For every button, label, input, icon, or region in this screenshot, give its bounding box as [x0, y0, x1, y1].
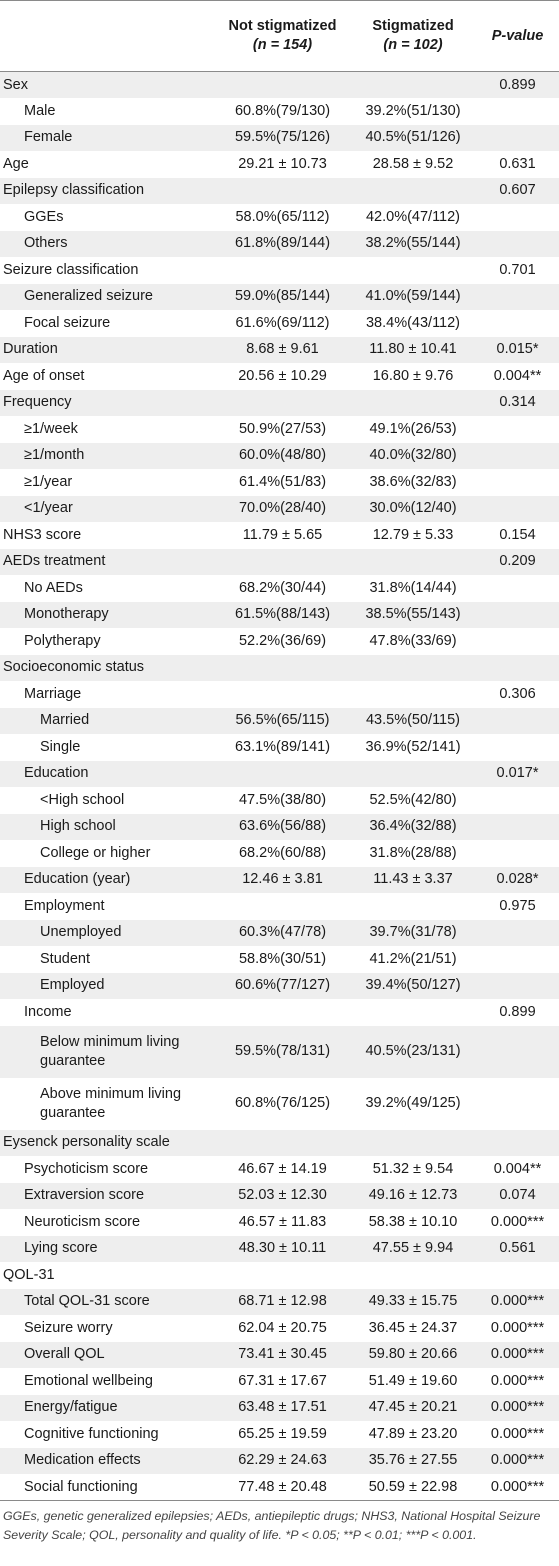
table-row [0, 602, 559, 629]
stigmatized-cell: 43.5%(50/115) [350, 708, 476, 735]
not-stigmatized-cell [215, 761, 350, 788]
row-label: Generalized seizure [0, 284, 215, 311]
table-row [0, 310, 559, 337]
stigmatized-cell: 42.0%(47/112) [365, 208, 461, 225]
not-stigmatized-cell: 65.25 ± 19.59 [238, 1425, 327, 1442]
p-value-cell [476, 496, 559, 523]
not-stigmatized-cell: 29.21 ± 10.73 [238, 155, 327, 172]
p-value-cell: 0.028* [476, 867, 559, 894]
stigmatized-cell: 16.80 ± 9.76 [372, 367, 454, 384]
table-row [0, 814, 559, 841]
row-label: Polytherapy [24, 632, 101, 649]
stigmatized-cell: 39.2%(49/125) [365, 1095, 461, 1111]
row-label: Income [24, 1003, 72, 1020]
table-row [0, 337, 559, 364]
row-label: <High school [40, 791, 125, 808]
p-value-cell [476, 284, 559, 311]
table-row [0, 946, 559, 973]
not-stigmatized-cell: 63.6%(56/88) [215, 814, 350, 841]
table-row [0, 1262, 559, 1289]
table-row [0, 1421, 559, 1448]
table-row [0, 1236, 559, 1263]
stigmatized-cell: 35.76 ± 27.55 [350, 1448, 476, 1475]
stigmatized-cell: 47.55 ± 9.94 [350, 1236, 476, 1263]
table-row [0, 496, 559, 523]
table-row [0, 893, 559, 920]
row-label: Seizure worry [24, 1319, 113, 1336]
table-row [0, 1026, 559, 1078]
not-stigmatized-cell: 62.29 ± 24.63 [215, 1448, 350, 1475]
not-stigmatized-cell: 63.1%(89/141) [234, 738, 331, 755]
p-value-cell: 0.017* [476, 761, 559, 788]
stigmatized-cell: 36.4%(32/88) [350, 814, 476, 841]
row-label: Single [40, 738, 81, 755]
p-value-cell: 0.074 [476, 1183, 559, 1210]
table-row [0, 1395, 559, 1422]
table-row [0, 1368, 559, 1395]
row-label: Cognitive functioning [24, 1425, 159, 1442]
p-value-cell [476, 1262, 559, 1289]
stigmatized-cell: 41.2%(21/51) [369, 950, 457, 967]
stigmatized-cell: 38.2%(55/144) [350, 231, 476, 258]
p-value-cell: 0.000*** [490, 1319, 545, 1336]
not-stigmatized-cell [215, 681, 350, 708]
row-label: Employed [0, 973, 215, 1000]
table-row [0, 999, 559, 1026]
p-value-cell: 0.000*** [490, 1372, 545, 1389]
not-stigmatized-cell [215, 549, 350, 576]
row-label: NHS3 score [3, 526, 82, 543]
row-label: Seizure classification [3, 261, 139, 278]
table-row [0, 284, 559, 311]
stigmatized-cell: 12.79 ± 5.33 [372, 526, 454, 543]
not-stigmatized-cell: 52.2%(36/69) [238, 632, 327, 649]
stigmatized-cell: 40.5%(51/126) [350, 125, 476, 152]
stigmatized-cell: 51.49 ± 19.60 [368, 1372, 458, 1389]
row-label: ≥1/week [24, 420, 78, 437]
table-row [0, 1183, 559, 1210]
table-row [0, 204, 559, 231]
row-label: Above minimum living guarantee [40, 1085, 182, 1121]
not-stigmatized-cell: 12.46 ± 3.81 [215, 867, 350, 894]
row-label: Duration [0, 337, 215, 364]
row-label: Lying score [0, 1236, 215, 1263]
p-value-cell [476, 655, 559, 682]
not-stigmatized-cell: 63.48 ± 17.51 [215, 1395, 350, 1422]
header-stigmatized-n: (n = 102) [383, 37, 443, 53]
row-label: Sex [0, 72, 215, 99]
not-stigmatized-cell: 58.8%(30/51) [238, 950, 327, 967]
p-value-cell [476, 98, 559, 125]
p-value-cell: 0.000*** [476, 1474, 559, 1501]
p-value-cell [476, 973, 559, 1000]
row-label: Female [0, 125, 215, 152]
not-stigmatized-cell: 47.5%(38/80) [238, 791, 327, 808]
stigmatized-cell: 28.58 ± 9.52 [372, 155, 454, 172]
not-stigmatized-cell: 59.0%(85/144) [215, 284, 350, 311]
not-stigmatized-cell: 61.5%(88/143) [215, 602, 350, 629]
table-row [0, 761, 559, 788]
p-value-cell: 0.000*** [476, 1448, 559, 1475]
stigmatized-cell: 39.2%(51/130) [365, 102, 461, 119]
stigmatized-cell: 50.59 ± 22.98 [350, 1474, 476, 1501]
not-stigmatized-cell: 60.3%(47/78) [215, 920, 350, 947]
row-label: ≥1/month [0, 443, 215, 470]
not-stigmatized-cell: 59.5%(78/131) [215, 1026, 350, 1078]
not-stigmatized-cell [215, 390, 350, 417]
p-value-cell: 0.209 [476, 549, 559, 576]
table-row [0, 1474, 559, 1501]
p-value-cell: 0.000*** [476, 1289, 559, 1316]
stigmatized-cell: 38.6%(32/83) [369, 473, 457, 490]
not-stigmatized-cell: 46.57 ± 11.83 [238, 1213, 327, 1230]
stigmatized-cell [350, 999, 476, 1026]
row-label: College or higher [40, 844, 151, 861]
table-row [0, 1156, 559, 1183]
stigmatized-cell: 49.33 ± 15.75 [350, 1289, 476, 1316]
stigmatized-cell: 47.89 ± 23.20 [368, 1425, 458, 1442]
row-label: Psychoticism score [24, 1160, 149, 1177]
table-row [0, 973, 559, 1000]
row-label: GGEs [24, 208, 64, 225]
table-row [0, 125, 559, 152]
stigmatized-cell [350, 178, 476, 205]
stigmatized-cell: 52.5%(42/80) [369, 791, 457, 808]
p-value-cell [476, 708, 559, 735]
p-value-cell [476, 628, 559, 655]
p-value-cell: 0.154 [499, 526, 536, 543]
row-label: Frequency [0, 390, 215, 417]
row-label: No AEDs [24, 579, 83, 596]
not-stigmatized-cell: 67.31 ± 17.67 [238, 1372, 327, 1389]
row-label: Energy/fatigue [0, 1395, 215, 1422]
p-value-cell [476, 840, 559, 867]
stigmatized-cell [350, 390, 476, 417]
p-value-cell [476, 575, 559, 602]
stigmatized-cell [350, 549, 476, 576]
not-stigmatized-cell [215, 893, 350, 920]
not-stigmatized-cell [215, 257, 350, 284]
p-value-cell [476, 443, 559, 470]
row-label: Medication effects [0, 1448, 215, 1475]
row-label: Extraversion score [0, 1183, 215, 1210]
not-stigmatized-cell: 56.5%(65/115) [215, 708, 350, 735]
table-row [0, 1289, 559, 1316]
stigmatized-cell: 36.9%(52/141) [365, 738, 461, 755]
stigmatized-cell: 47.8%(33/69) [369, 632, 457, 649]
not-stigmatized-cell: 8.68 ± 9.61 [215, 337, 350, 364]
p-value-cell [476, 1026, 559, 1078]
stigmatized-cell: 11.43 ± 3.37 [350, 867, 476, 894]
row-label: Neuroticism score [24, 1213, 141, 1230]
p-value-cell: 0.000*** [476, 1395, 559, 1422]
p-value-cell: 0.004** [493, 367, 542, 384]
p-value-cell: 0.631 [499, 155, 536, 172]
row-label: AEDs treatment [0, 549, 215, 576]
row-label: Epilepsy classification [0, 178, 215, 205]
stigmatized-cell: 49.16 ± 12.73 [350, 1183, 476, 1210]
p-value-cell [476, 125, 559, 152]
row-label: High school [0, 814, 215, 841]
p-value-cell: 0.899 [476, 72, 559, 99]
stigmatized-cell: 40.5%(23/131) [350, 1026, 476, 1078]
not-stigmatized-cell [215, 72, 350, 99]
p-value-cell: 0.306 [499, 685, 536, 702]
p-value-cell [476, 814, 559, 841]
table-row [0, 840, 559, 867]
p-value-cell [476, 787, 559, 814]
table-row [0, 867, 559, 894]
stigmatized-cell [350, 1130, 476, 1157]
row-label: Education (year) [0, 867, 215, 894]
row-label: Student [40, 950, 90, 967]
stigmatized-cell: 39.4%(50/127) [350, 973, 476, 1000]
stigmatized-cell: 40.0%(32/80) [350, 443, 476, 470]
header-p-value: P-value [476, 1, 559, 72]
row-label: Monotherapy [0, 602, 215, 629]
table-row [0, 920, 559, 947]
table-row [0, 1209, 559, 1236]
table-row [0, 1130, 559, 1157]
stigmatized-cell: 31.8%(28/88) [369, 844, 457, 861]
row-label: Below minimum living guarantee [0, 1026, 215, 1078]
header-not-stigmatized-label: Not stigmatized [228, 18, 337, 34]
p-value-cell: 0.004** [493, 1160, 542, 1177]
row-label: Employment [24, 897, 105, 914]
not-stigmatized-cell: 62.04 ± 20.75 [238, 1319, 327, 1336]
row-label: Social functioning [0, 1474, 215, 1501]
table-row [0, 522, 559, 549]
row-label: Marriage [24, 685, 82, 702]
p-value-cell: 0.899 [499, 1003, 536, 1020]
not-stigmatized-cell: 52.03 ± 12.30 [215, 1183, 350, 1210]
not-stigmatized-cell: 59.5%(75/126) [215, 125, 350, 152]
p-value-cell: 0.607 [476, 178, 559, 205]
table-row [0, 549, 559, 576]
table-row [0, 443, 559, 470]
row-label: Male [24, 102, 56, 119]
table-row [0, 257, 559, 284]
stigmatized-cell: 31.8%(14/44) [369, 579, 457, 596]
not-stigmatized-cell [215, 1262, 350, 1289]
row-label: Age of onset [3, 367, 85, 384]
table-row [0, 469, 559, 496]
header-row [0, 1, 559, 72]
p-value-cell [476, 1130, 559, 1157]
table-row [0, 72, 559, 99]
p-value-cell [476, 1078, 559, 1130]
row-label: Education [0, 761, 215, 788]
table-row [0, 708, 559, 735]
header-not-stigmatized [215, 1, 350, 72]
not-stigmatized-cell: 20.56 ± 10.29 [238, 367, 327, 384]
p-value-cell [476, 734, 559, 761]
table-body [0, 72, 559, 1501]
row-label: Emotional wellbeing [24, 1372, 153, 1389]
stigmatized-cell: 49.1%(26/53) [369, 420, 457, 437]
p-value-cell: 0.314 [476, 390, 559, 417]
header-stigmatized-label: Stigmatized [372, 18, 454, 34]
stigmatized-cell [350, 681, 476, 708]
row-label: Unemployed [0, 920, 215, 947]
not-stigmatized-cell: 60.8%(79/130) [234, 102, 331, 119]
not-stigmatized-cell: 68.2%(60/88) [238, 844, 327, 861]
not-stigmatized-cell [215, 655, 350, 682]
p-value-cell: 0.000*** [490, 1425, 545, 1442]
stigmatized-cell [350, 655, 476, 682]
p-value-cell [476, 310, 559, 337]
not-stigmatized-cell: 11.79 ± 5.65 [242, 526, 323, 543]
p-value-cell [476, 231, 559, 258]
not-stigmatized-cell: 60.6%(77/127) [215, 973, 350, 1000]
table-row [0, 1342, 559, 1369]
p-value-cell [476, 204, 559, 231]
not-stigmatized-cell: 61.6%(69/112) [235, 314, 330, 331]
stigmatized-cell: 58.38 ± 10.10 [368, 1213, 458, 1230]
table-row [0, 390, 559, 417]
not-stigmatized-cell: 61.8%(89/144) [215, 231, 350, 258]
row-label: QOL-31 [3, 1266, 55, 1283]
not-stigmatized-cell: 61.4%(51/83) [238, 473, 327, 490]
p-value-cell [476, 602, 559, 629]
table-row [0, 1315, 559, 1342]
p-value-cell: 0.000*** [476, 1342, 559, 1369]
p-value-cell [476, 946, 559, 973]
not-stigmatized-cell: 77.48 ± 20.48 [215, 1474, 350, 1501]
stigmatized-cell: 51.32 ± 9.54 [372, 1160, 454, 1177]
table-row [0, 628, 559, 655]
not-stigmatized-cell: 60.0%(48/80) [215, 443, 350, 470]
table-header [0, 1, 559, 72]
stigmatized-cell: 30.0%(12/40) [350, 496, 476, 523]
table-row [0, 231, 559, 258]
p-value-cell [476, 469, 559, 496]
stigmatized-cell: 41.0%(59/144) [350, 284, 476, 311]
p-value-cell [476, 416, 559, 443]
not-stigmatized-cell: 68.71 ± 12.98 [215, 1289, 350, 1316]
table-row [0, 363, 559, 390]
row-label: Overall QOL [0, 1342, 215, 1369]
table-row [0, 416, 559, 443]
stigmatized-cell [350, 893, 476, 920]
stigmatized-cell [350, 72, 476, 99]
stigmatized-cell: 39.7%(31/78) [350, 920, 476, 947]
not-stigmatized-cell: 50.9%(27/53) [238, 420, 327, 437]
stigmatized-cell: 47.45 ± 20.21 [350, 1395, 476, 1422]
stigmatized-cell: 36.45 ± 24.37 [368, 1319, 458, 1336]
header-not-stigmatized-n: (n = 154) [252, 37, 313, 53]
p-value-cell: 0.561 [476, 1236, 559, 1263]
stigmatized-cell: 38.5%(55/143) [350, 602, 476, 629]
not-stigmatized-cell: 46.67 ± 14.19 [238, 1160, 327, 1177]
stigmatized-cell: 59.80 ± 20.66 [350, 1342, 476, 1369]
table-footnote: GGEs, genetic generalized epilepsies; AEDs, antiepileptic drugs; NHS3, National Hospital Seizure Severity Scale; QOL, personality and quality of life. *P < 0.05; **P < 0.01; ***P < 0.001. [3, 1509, 541, 1542]
row-label: Socioeconomic status [0, 655, 215, 682]
row-label: Total QOL-31 score [0, 1289, 215, 1316]
stigmatized-cell [350, 257, 476, 284]
stigmatized-cell [350, 761, 476, 788]
table-row [0, 178, 559, 205]
header-stigmatized [350, 1, 476, 72]
table-row [0, 1078, 559, 1130]
table-row [0, 681, 559, 708]
row-label: Married [0, 708, 215, 735]
row-label: Eysenck personality scale [0, 1130, 215, 1157]
p-value-cell: 0.015* [476, 337, 559, 364]
row-label: Focal seizure [24, 314, 111, 331]
not-stigmatized-cell [215, 999, 350, 1026]
not-stigmatized-cell: 73.41 ± 30.45 [215, 1342, 350, 1369]
p-value-cell: 0.975 [499, 897, 536, 914]
row-label: Others [0, 231, 215, 258]
not-stigmatized-cell: 70.0%(28/40) [215, 496, 350, 523]
row-label: <1/year [0, 496, 215, 523]
not-stigmatized-cell: 48.30 ± 10.11 [215, 1236, 350, 1263]
table-row [0, 734, 559, 761]
not-stigmatized-cell: 60.8%(76/125) [234, 1095, 331, 1111]
table-row [0, 655, 559, 682]
p-value-cell: 0.000*** [490, 1213, 545, 1230]
table-row [0, 151, 559, 178]
not-stigmatized-cell [215, 1130, 350, 1157]
not-stigmatized-cell [215, 178, 350, 205]
table-row [0, 98, 559, 125]
p-value-cell [476, 920, 559, 947]
not-stigmatized-cell: 68.2%(30/44) [238, 579, 327, 596]
stigmatized-cell [350, 1262, 476, 1289]
header-blank [0, 1, 215, 72]
table-row [0, 787, 559, 814]
row-label: ≥1/year [24, 473, 73, 490]
stigmatized-cell: 38.4%(43/112) [365, 314, 461, 331]
p-value-cell: 0.701 [499, 261, 536, 278]
stigmatized-cell: 11.80 ± 10.41 [350, 337, 476, 364]
row-label: Age [3, 155, 29, 172]
table-row [0, 575, 559, 602]
table-row [0, 1448, 559, 1475]
not-stigmatized-cell: 58.0%(65/112) [235, 208, 330, 225]
